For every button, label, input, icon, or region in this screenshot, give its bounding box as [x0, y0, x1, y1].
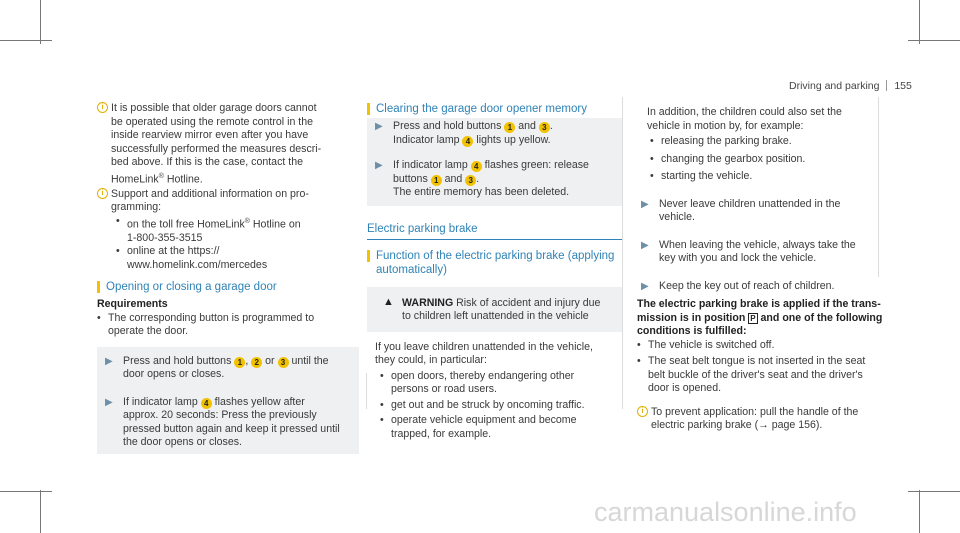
text-line: starting the vehicle. — [661, 170, 753, 182]
text-fragment: until the — [288, 354, 329, 367]
bullet: • — [97, 311, 101, 324]
text-line: online at the https:// — [127, 245, 220, 258]
bullet: • — [380, 398, 384, 411]
list-item — [116, 215, 359, 246]
crop-mark — [40, 490, 41, 533]
heading-text: Clearing the garage door opener memory — [376, 103, 587, 115]
requirement-item — [97, 312, 359, 339]
condition-item — [637, 339, 899, 353]
text-fragment: electric parking brake ( — [651, 419, 759, 431]
text-line — [402, 297, 614, 311]
info-text — [111, 102, 359, 187]
text-line: If you leave children unattended in the vehicle, — [375, 340, 593, 353]
text-fragment: Press and hold buttons — [123, 354, 235, 367]
button-3-badge: 3 — [539, 122, 550, 133]
park-position-icon: P — [750, 313, 756, 323]
text-line: It is possible that older garage doors cannot — [111, 102, 317, 114]
text-fragment: lights up yellow. — [473, 133, 551, 146]
text-line — [123, 396, 359, 410]
list-item — [650, 170, 873, 184]
condition-title-line — [637, 312, 899, 326]
list-item — [650, 135, 873, 149]
step-arrow-icon: ▶ — [641, 280, 649, 292]
step-item — [97, 396, 359, 450]
text-line: Never leave children unattended in the — [659, 197, 841, 210]
info-icon: i — [637, 406, 648, 417]
text-line: In addition, the children could also set the — [647, 106, 842, 118]
indicator-4-badge: 4 — [462, 136, 473, 147]
text-fragment: and — [515, 120, 539, 132]
text-fragment: If indicator lamp — [123, 395, 201, 408]
crop-mark — [919, 0, 920, 44]
text-fragment: , — [245, 354, 252, 367]
text-line: operate vehicle equipment and become — [391, 414, 577, 426]
registered-mark: ® — [158, 172, 164, 180]
text-line — [123, 355, 359, 369]
crop-mark — [919, 490, 920, 533]
button-1-badge: 1 — [504, 122, 515, 133]
text-line: door is opened. — [648, 382, 722, 394]
warning-body — [367, 332, 622, 442]
button-3-badge: 3 — [465, 175, 476, 186]
url-text: www.homelink.com/mercedes — [127, 258, 268, 271]
text-line: inside rearview mirror even after you have — [111, 129, 309, 141]
column-rule — [878, 97, 879, 277]
text-line: approx. 20 seconds: Press the previously — [123, 409, 317, 422]
page-number: 155 — [894, 80, 912, 92]
section-name: Driving and parking — [789, 80, 880, 92]
step-arrow-icon: ▶ — [105, 355, 113, 367]
text-line: key with you and lock the vehicle. — [659, 252, 817, 264]
step-arrow-icon: ▶ — [641, 198, 649, 210]
text-line: The vehicle is switched off. — [648, 338, 775, 351]
bullet: • — [380, 369, 384, 382]
indicator-4-badge: 4 — [471, 161, 482, 172]
text-line: operate the door. — [108, 325, 189, 338]
text-fragment: flashes green: release — [481, 159, 589, 171]
text-line: Keep the key out of reach of children. — [659, 279, 835, 292]
requirements-title: Requirements — [97, 298, 168, 311]
text-fragment: or — [262, 354, 278, 367]
step-item — [633, 198, 873, 225]
column-rule — [366, 373, 367, 409]
text-fragment: mission is in position — [637, 311, 749, 324]
text-line: persons or road users. — [391, 383, 497, 395]
text-line: bed above. If this is the case, contact the — [111, 156, 303, 168]
condition-item — [637, 355, 899, 396]
heading-text: Function of the electric parking brake (applying — [376, 249, 615, 262]
step-item — [367, 159, 622, 200]
column-2 — [367, 102, 622, 441]
text-line: To prevent application: pull the handle of the — [651, 405, 859, 418]
button-3-badge: 3 — [278, 357, 289, 368]
divider — [886, 80, 887, 91]
bullet: • — [116, 214, 120, 227]
bullet: • — [650, 135, 654, 147]
text-fragment: If indicator lamp — [393, 159, 471, 171]
page-reference-arrow-icon: → — [758, 419, 769, 431]
heading-marker — [367, 250, 370, 262]
text-fragment: Hotline. — [163, 173, 203, 186]
text-line: changing the gearbox position. — [661, 152, 806, 165]
text-line: open doors, thereby endangering other — [391, 369, 575, 382]
text-fragment: Hotline on — [249, 218, 301, 231]
info-note-support — [97, 188, 359, 273]
column-rule — [622, 97, 623, 409]
bullet: • — [650, 170, 654, 182]
step-arrow-icon: ▶ — [375, 160, 383, 171]
text-line: get out and be struck by oncoming traffic. — [391, 398, 585, 411]
page-reference[interactable]: page 156). — [768, 419, 823, 431]
section-heading — [367, 249, 622, 277]
step-item — [97, 347, 359, 382]
text-line: The corresponding button is programmed to — [108, 311, 315, 324]
brand-name: HomeLink — [111, 173, 159, 186]
running-header — [789, 80, 912, 94]
instruction-steps — [97, 347, 359, 454]
heading-text: automatically) — [376, 263, 447, 276]
info-note-compatibility — [97, 102, 359, 187]
watermark: carmanualsonline.info — [594, 497, 857, 527]
text-fragment: Risk of accident and injury due — [453, 296, 601, 309]
warning-continued — [633, 106, 873, 184]
warning-label: WARNING — [402, 296, 454, 309]
phone-number: 1-800-355-3515 — [127, 231, 203, 244]
crop-mark — [0, 491, 52, 492]
text-line: The seat belt tongue is not inserted in the seat — [648, 355, 866, 367]
text-line: Support and additional information on pro- — [111, 187, 309, 200]
text-fragment: on the toll free HomeLink — [127, 218, 245, 231]
list-item — [380, 399, 614, 413]
text-fragment: Indicator lamp — [393, 133, 463, 146]
info-note-prevent — [637, 406, 899, 433]
text-line — [393, 134, 622, 148]
button-2-badge: 2 — [251, 357, 262, 368]
section-heading — [367, 102, 622, 116]
info-icon: i — [97, 188, 108, 199]
heading-text: Opening or closing a garage door — [106, 281, 277, 294]
text-line — [651, 419, 899, 433]
step-item — [633, 280, 873, 294]
bullet: • — [650, 152, 654, 165]
chapter-title: Electric parking brake — [367, 222, 478, 235]
text-line: vehicle in motion by, for example: — [647, 119, 804, 132]
list-item — [650, 153, 873, 167]
text-line: releasing the parking brake. — [661, 135, 792, 147]
text-line: pressed button again and keep it pressed until — [123, 422, 340, 435]
info-icon: i — [97, 102, 108, 113]
text-fragment: . — [476, 172, 480, 185]
crop-mark — [40, 0, 41, 44]
crop-mark — [908, 40, 960, 41]
title-rule — [367, 239, 622, 240]
step-item — [367, 118, 622, 147]
text-line: belt buckle of the driver's seat and the driver's — [648, 368, 863, 381]
column-3-lower — [637, 298, 899, 433]
text-fragment: Press and hold buttons — [393, 120, 505, 132]
text-fragment: buttons — [393, 172, 431, 185]
list-item — [380, 370, 614, 397]
bullet: • — [637, 355, 641, 367]
text-line: trapped, for example. — [391, 427, 492, 440]
text-line — [393, 120, 622, 134]
warning-title-block — [375, 297, 614, 324]
column-3 — [633, 106, 873, 293]
indicator-4-badge: 4 — [201, 398, 212, 409]
column-1 — [97, 102, 359, 454]
text-line: the door opens or closes. — [123, 436, 242, 449]
text-line — [393, 173, 622, 187]
text-fragment: and one of the following — [757, 311, 883, 324]
step-item — [633, 239, 873, 266]
step-arrow-icon: ▶ — [375, 121, 383, 132]
text-line: they could, in particular: — [375, 354, 487, 366]
text-line: When leaving the vehicle, always take the — [659, 238, 856, 251]
section-heading — [97, 280, 359, 294]
step-arrow-icon: ▶ — [641, 239, 649, 251]
list-item — [380, 414, 614, 441]
text-fragment: and — [441, 172, 466, 185]
text-line: gramming: — [111, 201, 162, 214]
condition-title-line: The electric parking brake is applied if the trans- — [637, 298, 881, 310]
crop-mark — [908, 491, 960, 492]
text-line — [111, 170, 359, 187]
list-item — [116, 245, 359, 272]
text-line: vehicle. — [659, 211, 695, 223]
text-line: be operated using the remote control in the — [111, 115, 314, 128]
text-line: door opens or closes. — [123, 368, 225, 381]
warning-triangle-icon: ▲ — [383, 295, 394, 308]
text-fragment: flashes yellow after — [211, 395, 305, 408]
heading-marker — [367, 103, 370, 115]
heading-marker — [97, 281, 100, 293]
text-line: to children left unattended in the vehicle — [402, 310, 589, 322]
crop-mark — [0, 40, 52, 41]
instruction-steps — [367, 118, 622, 206]
text-line: The entire memory has been deleted. — [393, 186, 570, 198]
bullet: • — [637, 338, 641, 351]
bullet: • — [116, 245, 120, 258]
registered-mark: ® — [244, 217, 250, 225]
step-arrow-icon: ▶ — [105, 396, 113, 408]
text-line: successfully performed the measures descri- — [111, 142, 322, 155]
text-fragment: . — [549, 120, 553, 132]
text-line — [127, 215, 359, 232]
bullet: • — [380, 414, 384, 426]
warning-header — [367, 287, 622, 332]
button-1-badge: 1 — [234, 357, 245, 368]
condition-title-line: conditions is fulfilled: — [637, 325, 747, 337]
text-line — [393, 159, 622, 173]
button-1-badge: 1 — [431, 175, 442, 186]
